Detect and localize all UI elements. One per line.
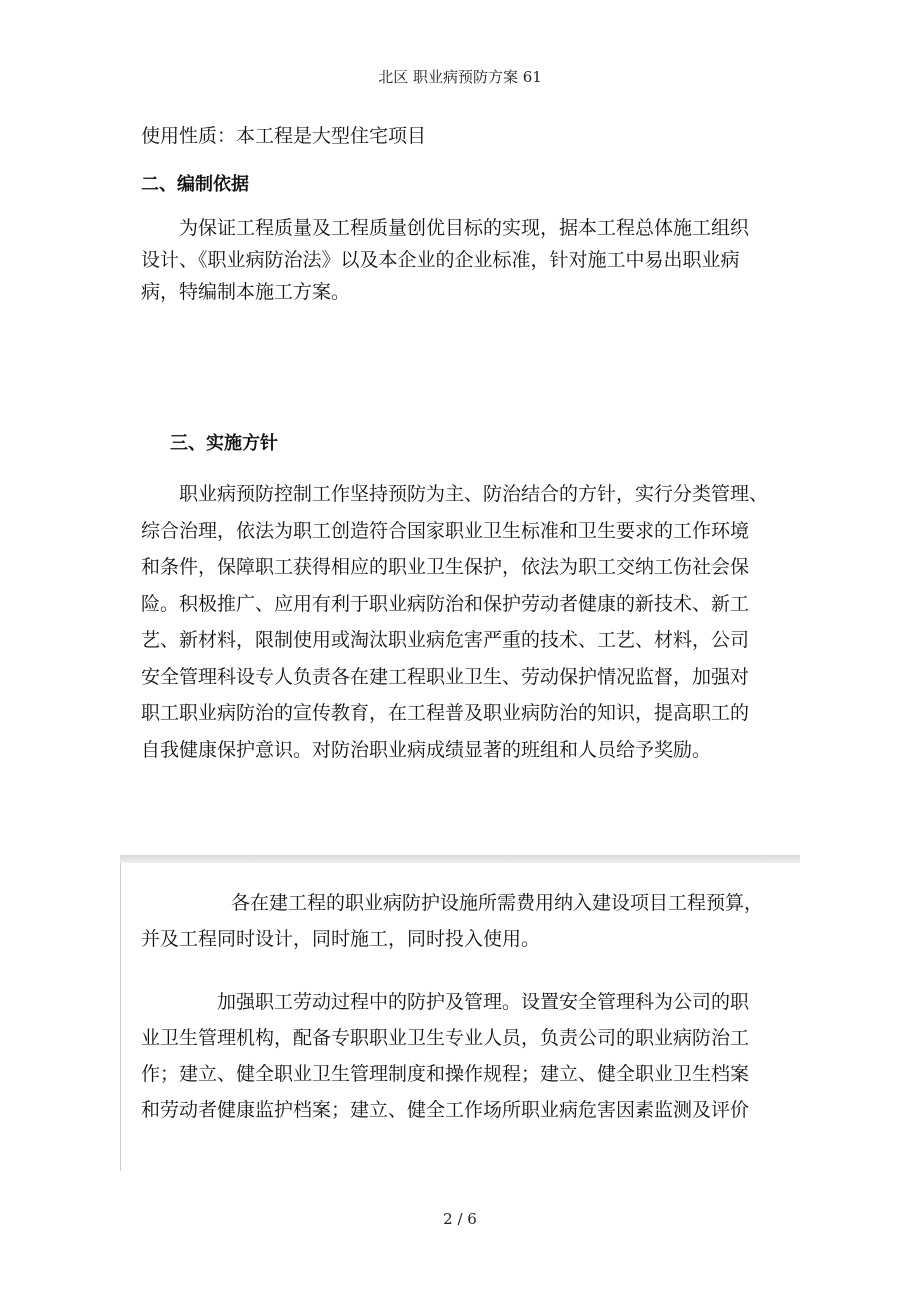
usage-line: 使用性质：本工程是大型住宅项目	[141, 125, 427, 147]
page-break-divider	[120, 855, 800, 863]
budget-paragraph	[141, 885, 781, 957]
page-left-border	[120, 863, 121, 1171]
text-line: 加强职工劳动过程中的防护及管理。设置安全管理科为公司的职	[217, 991, 750, 1013]
text-line: 为保证工程质量及工程质量创优目标的实现，据本工程总体施工组织	[179, 217, 750, 239]
text-line: 艺、新材料，限制使用或淘汰职业病危害严重的技术、工艺、材料，公司	[141, 629, 750, 651]
text-line: 自我健康保护意识。对防治职业病成绩显著的班组和人员给予奖励。	[141, 738, 712, 761]
text-line: 和劳动者健康监护档案；建立、健全工作场所职业病危害因素监测及评价	[141, 1099, 750, 1121]
protection-paragraph	[141, 984, 781, 1128]
text-line: 安全管理科设专人负责各在建工程职业卫生、劳动保护情况监督，加强对	[141, 665, 750, 688]
section-2-heading: 二、编制依据	[141, 174, 249, 195]
section-2-paragraph	[141, 212, 781, 308]
text-line: 病，特编制本施工方案。	[141, 281, 351, 303]
page-header: 北区 职业病预防方案 61	[378, 68, 542, 86]
text-line: 和条件，保障职工获得相应的职业卫生保护，依法为职工交纳工伤社会保	[141, 556, 750, 578]
text-line: 综合治理，依法为职工创造符合国家职业卫生标准和卫生要求的工作环境	[141, 519, 750, 542]
text-line: 各在建工程的职业病防护设施所需费用纳入建设项目工程预算，	[231, 892, 764, 914]
text-line: 并及工程同时设计，同时施工，同时投入使用。	[141, 928, 541, 950]
section-3-paragraph	[141, 476, 781, 768]
page-number: 2 / 6	[443, 1210, 477, 1228]
text-line: 业卫生管理机构，配备专职职业卫生专业人员，负责公司的职业病防治工	[141, 1027, 750, 1049]
text-line: 设计、《职业病防治法》以及本企业的企业标准，针对施工中易出职业病	[141, 249, 740, 271]
section-3-heading: 三、实施方针	[170, 433, 278, 454]
text-line: 职业病预防控制工作坚持预防为主、防治结合的方针，实行分类管理、	[179, 483, 769, 505]
text-line: 职工职业病防治的宣传教育，在工程普及职业病防治的知识，提高职工的	[141, 702, 750, 724]
text-line: 险。积极推广、应用有利于职业病防治和保护劳动者健康的新技术、新工	[141, 592, 750, 615]
text-line: 作；建立、健全职业卫生管理制度和操作规程；建立、健全职业卫生档案	[141, 1063, 750, 1085]
